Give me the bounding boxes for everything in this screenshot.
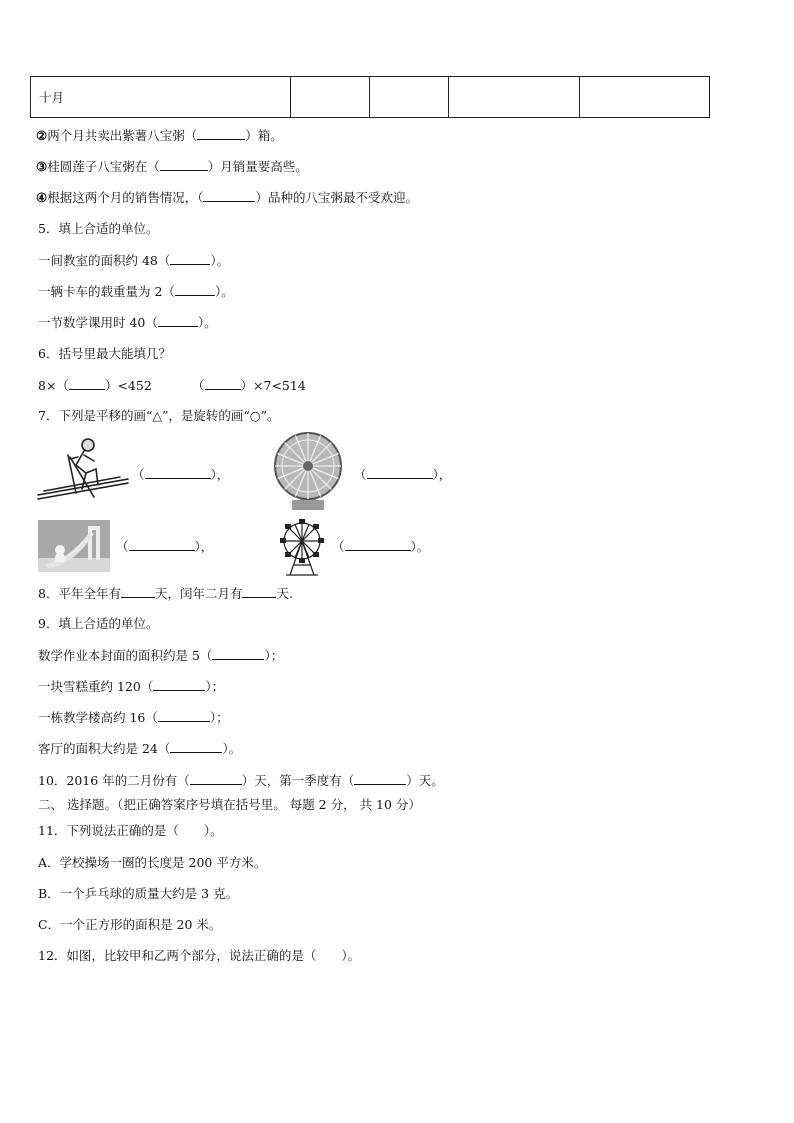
- answer-blank[interactable]: [203, 189, 255, 202]
- q9-line-1: 数学作业本封面的面积约是 5（ ）；: [38, 648, 284, 663]
- q8-line: 8．平年全年有 天，闰年二月有 天.: [38, 586, 293, 601]
- sales-table: [30, 76, 710, 118]
- answer-blank[interactable]: [145, 466, 211, 479]
- circled-number: ④: [36, 190, 48, 205]
- q10-line: 10．2016 年的二月份有（ ）天，第一季度有（ ）天。: [38, 773, 444, 788]
- q5-line-2: 一辆卡车的载重量为 2（ ）。: [38, 284, 234, 299]
- q4-item-3: ③桂圆莲子八宝粥在（ ）月销量要高些。: [36, 159, 308, 174]
- q6-title: 6．括号里最大能填几？: [38, 346, 171, 361]
- answer-blank[interactable]: [175, 283, 215, 296]
- table-cell: [580, 77, 710, 118]
- q4-item-4: ④根据这两个月的销售情况，（ ）品种的八宝粥最不受欢迎。: [36, 190, 418, 205]
- q9-title: 9．填上合适的单位。: [38, 616, 159, 631]
- answer-blank[interactable]: [69, 377, 105, 390]
- answer-blank[interactable]: [367, 466, 433, 479]
- slide-image: [38, 520, 110, 572]
- circled-number: ③: [36, 159, 48, 174]
- answer-blank[interactable]: [212, 647, 264, 660]
- answer-blank[interactable]: [354, 772, 406, 785]
- table-cell: [449, 77, 580, 118]
- q9-line-2: 一块雪糕重约 120（ ）；: [38, 679, 225, 694]
- table-cell: [370, 77, 449, 118]
- q4-item-2: ②两个月共卖出紫薯八宝粥（ ）箱。: [36, 128, 283, 143]
- q11-option-a[interactable]: A．学校操场一圈的长度是 200 平方米。: [38, 855, 267, 870]
- q9-line-3: 一栋教学楼高约 16（ ）；: [38, 710, 229, 725]
- table-row: [31, 77, 710, 118]
- answer-blank[interactable]: [170, 740, 222, 753]
- q5-title: 5．填上合适的单位。: [38, 221, 159, 236]
- q11-title: 11．下列说法正确的是（ ）。: [38, 823, 223, 838]
- q6-expr-1: 8×（ ）<452: [38, 378, 152, 393]
- q11-option-b[interactable]: B．一个乒乓球的质量大约是 3 克。: [38, 886, 239, 901]
- section-heading: 二、 选择题。（把正确答案序号填在括号里。 每题 2 分， 共 10 分）: [38, 797, 421, 812]
- q7-title: 7．下列是平移的画“△”，是旋转的画“○”。: [38, 408, 280, 423]
- answer-blank[interactable]: [153, 678, 205, 691]
- q6-expr-2: （ ）×7<514: [192, 378, 306, 393]
- answer-blank[interactable]: [160, 158, 208, 171]
- answer-blank[interactable]: [205, 377, 241, 390]
- q9-line-4: 客厅的面积大约是 24（ ）。: [38, 741, 242, 756]
- table-row-label: 十月: [31, 77, 291, 118]
- circled-number: ②: [36, 128, 48, 143]
- answer-blank[interactable]: [190, 772, 242, 785]
- answer-blank[interactable]: [170, 252, 210, 265]
- table-cell: [291, 77, 370, 118]
- skier-image: [36, 435, 132, 501]
- q7-answer-1: （ ），: [132, 467, 230, 482]
- q5-line-3: 一节数学课用时 40（ ）。: [38, 315, 217, 330]
- q7-answer-4: （ ）。: [332, 539, 430, 554]
- ferris-wheel-image: [270, 430, 346, 512]
- q11-option-c[interactable]: C．一个正方形的面积是 20 米。: [38, 917, 222, 932]
- answer-blank[interactable]: [197, 127, 245, 140]
- q7-answer-2: （ ），: [354, 467, 452, 482]
- q12-title: 12．如图，比较甲和乙两个部分，说法正确的是（ ）。: [38, 948, 361, 963]
- q7-answer-3: （ ），: [116, 539, 214, 554]
- answer-blank[interactable]: [158, 709, 210, 722]
- answer-blank[interactable]: [345, 538, 411, 551]
- answer-blank[interactable]: [129, 538, 195, 551]
- ferris-wheel-gondola-image: [276, 515, 328, 577]
- answer-blank[interactable]: [121, 585, 155, 598]
- q5-line-1: 一间教室的面积约 48（ ）。: [38, 253, 230, 268]
- answer-blank[interactable]: [242, 585, 276, 598]
- answer-blank[interactable]: [158, 314, 198, 327]
